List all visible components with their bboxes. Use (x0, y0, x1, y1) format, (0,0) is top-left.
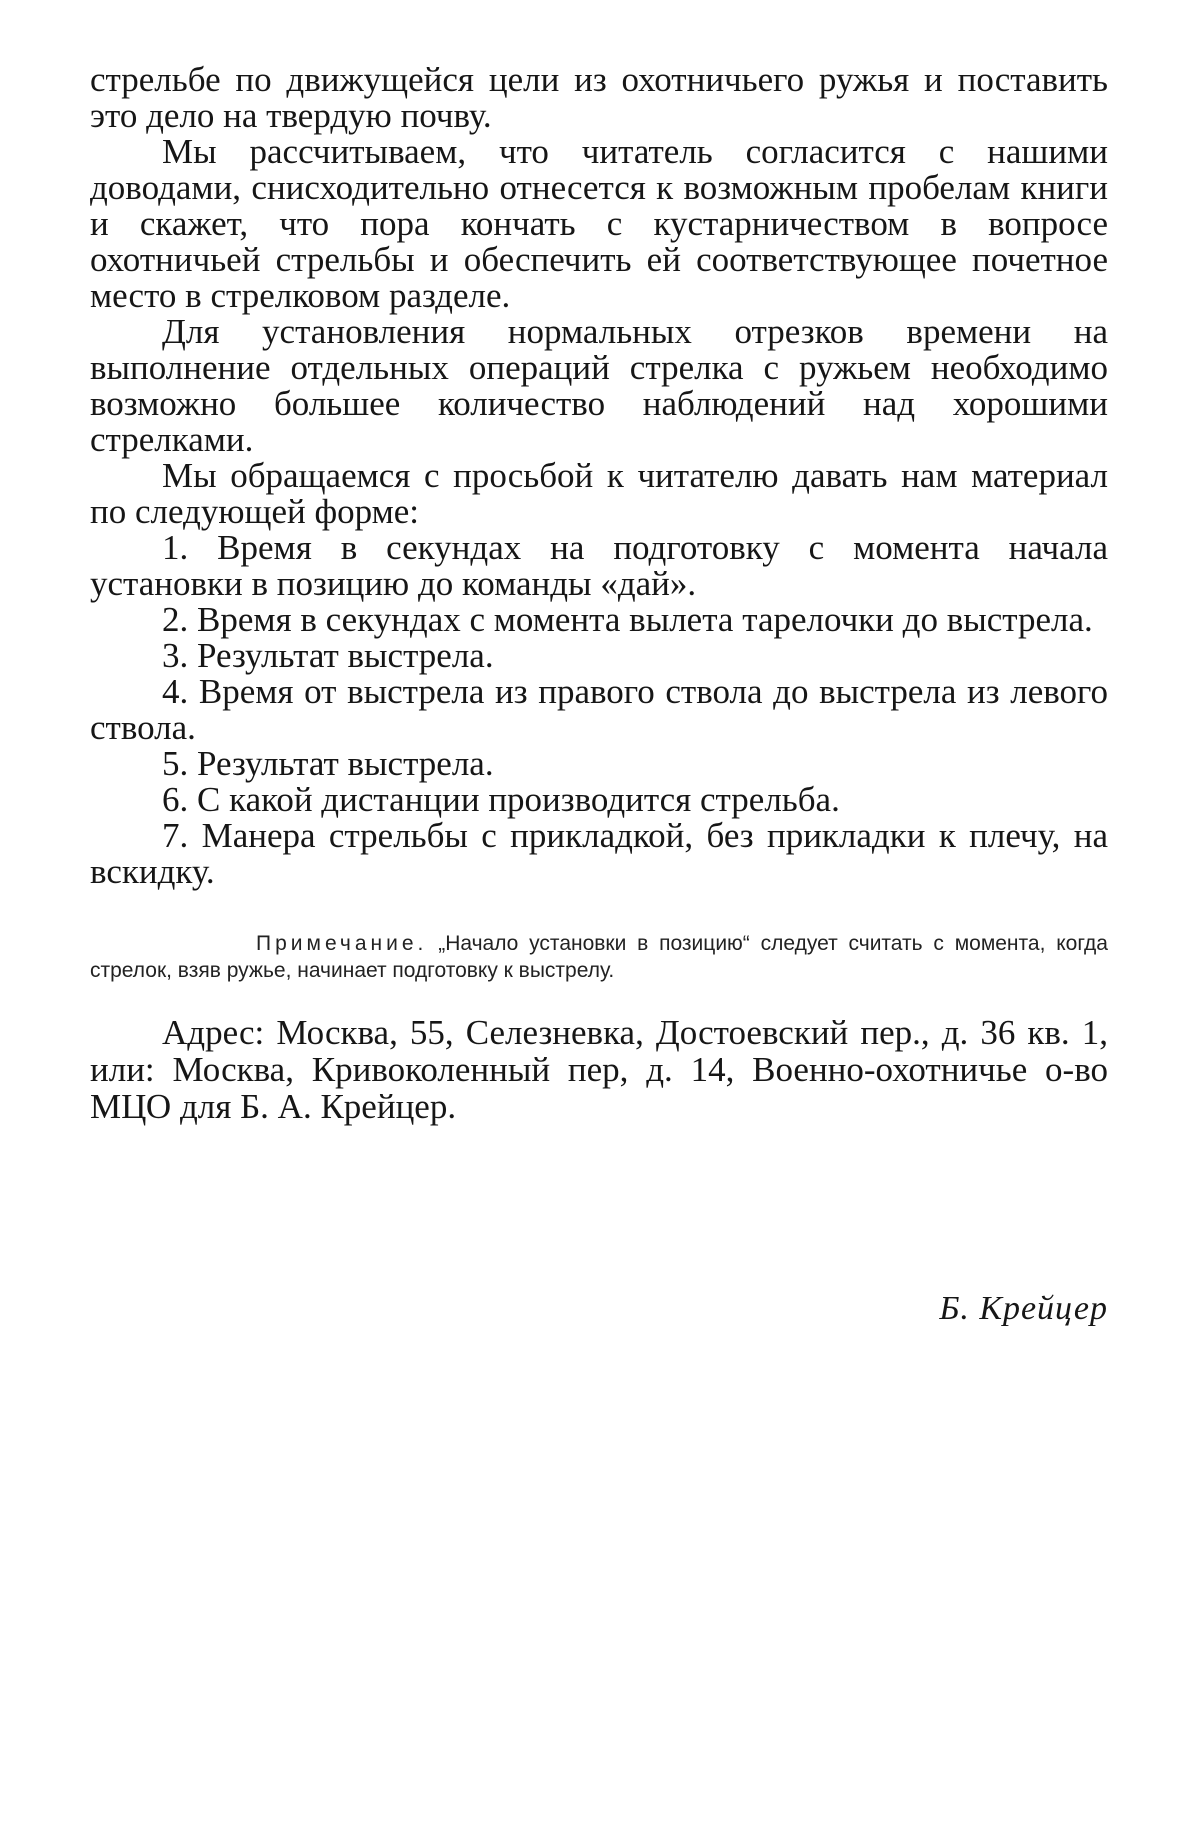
list-item: 1. Время в секундах на подготовку с момента начала установки в позицию до команды «дай». (90, 528, 1108, 603)
footnote-lead: Примечание. (256, 932, 428, 955)
author-signature: Б. Крейцер (939, 1290, 1108, 1327)
paragraph-continuation: стрельбе по движущейся цели из охотничьего ружья и поставить это дело на твердую почву. (90, 60, 1108, 135)
list-item: 2. Время в секундах с момента вылета тарелочки до выстрела. (162, 600, 1093, 639)
list-item: 4. Время от выстрела из правого ствола до выстрела из левого ствола. (90, 672, 1108, 747)
address: Адрес: Москва, 55, Селезневка, Достоевский пер., д. 36 кв. 1, или: Москва, Кривоколенный пер, д. 14, Военно-охотничье о-во МЦО для Б. А. Крейцер. (90, 1013, 1108, 1126)
paragraph-reader-agreement: Мы рассчитываем, что читатель согласится с нашими доводами, снисходительно отнесется к возможным пробелам книги и скажет, что пора кончать с кустарничеством в вопросе охотничьей стрельбы и обеспечить ей соответствующее почетное место в стрелковом разделе. (90, 132, 1108, 315)
list-item: 5. Результат выстрела. (162, 744, 494, 783)
page-body (90, 62, 1108, 1125)
list-item: 6. С какой дистанции производится стрельба. (162, 780, 840, 819)
footnote-text: „Начало установки в позицию“ следует считать с момента, когда стрелок, взяв ружье, начинает подготовку к выстрелу. (90, 932, 1108, 982)
form-list (90, 530, 1108, 890)
footnote (90, 930, 1108, 984)
list-item: 3. Результат выстрела. (162, 636, 494, 675)
list-item: 7. Манера стрельбы с прикладкой, без прикладки к плечу, на вскидку. (90, 816, 1108, 891)
paragraph-observations: Для установления нормальных отрезков времени на выполнение отдельных операций стрелка с ружьем необходимо возможно большее количество наблюдений над хорошими стрелками. (90, 312, 1108, 459)
paragraph-request: Мы обращаемся с просьбой к читателю давать нам материал по следующей форме: (90, 456, 1108, 531)
